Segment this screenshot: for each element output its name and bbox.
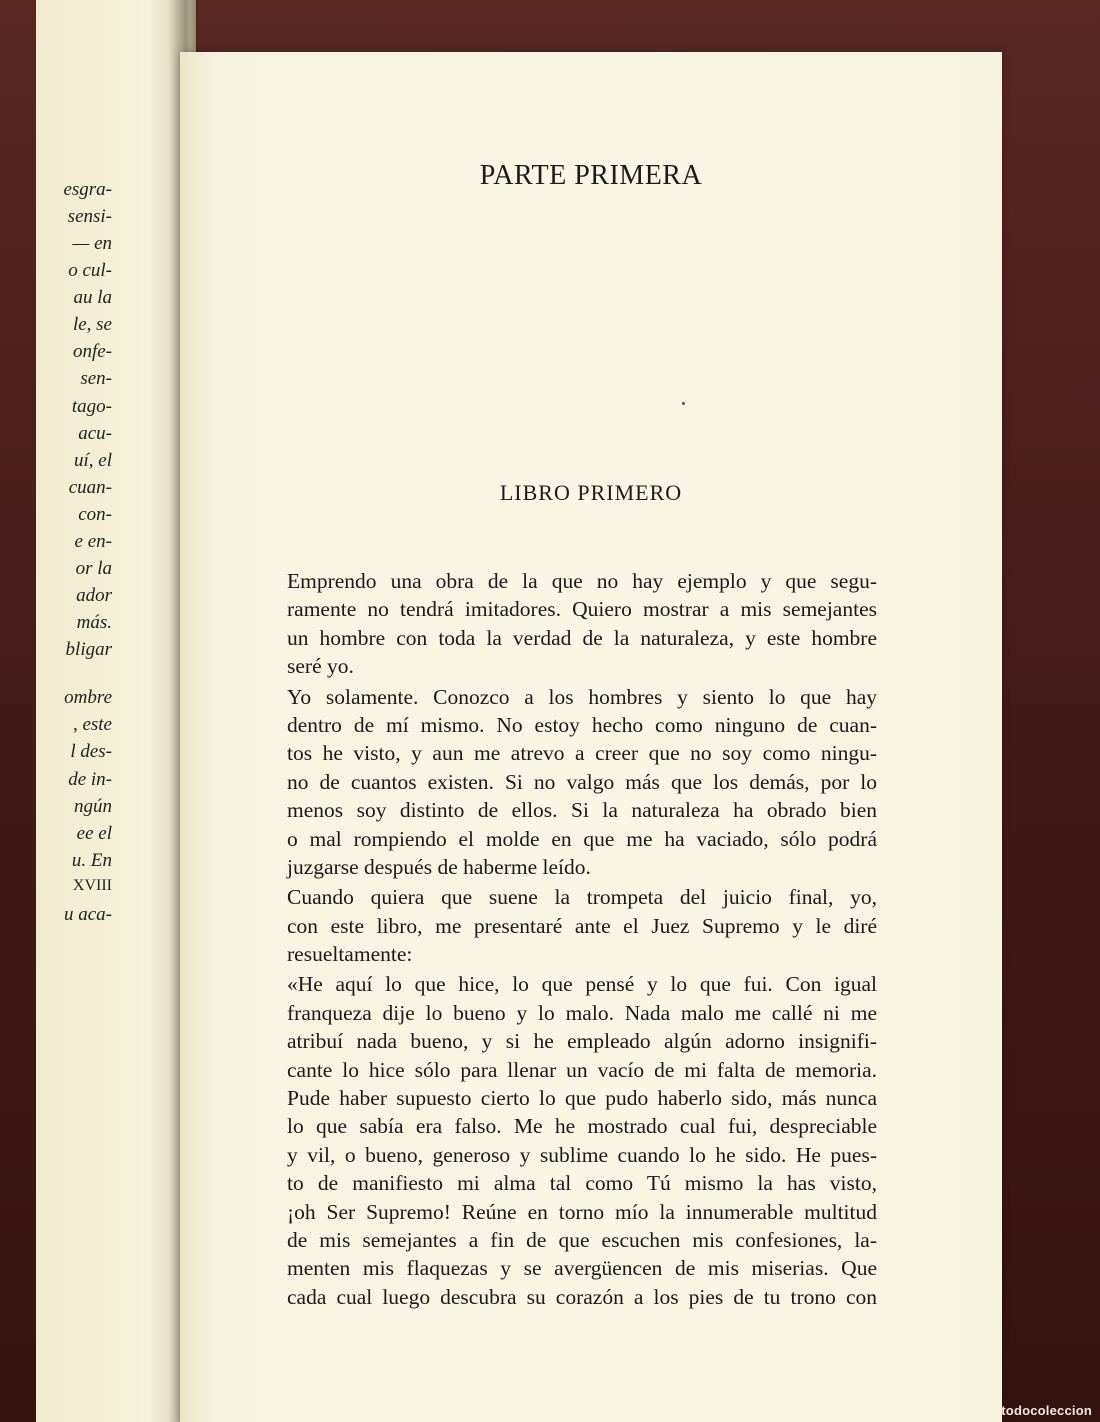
left-page-fragment: bligar: [65, 639, 112, 660]
text-line: lo que sabía era falso. Me he mostrado cual fui, despreciable: [287, 1114, 877, 1139]
text-line: menos soy distinto de ellos. Si la naturaleza ha obrado bien: [287, 798, 877, 823]
text-line: cante lo hice sólo para llenar un vacío de mi falta de memoria.: [287, 1057, 877, 1082]
text-line: Cuando quiera que suene la trompeta del juicio final, yo,: [287, 885, 877, 910]
book-title: LIBRO PRIMERO: [499, 480, 683, 505]
left-page-fragment: de in-: [68, 769, 112, 790]
text-line: menten mis flaquezas y se avergüencen de mis miserias. Que: [287, 1256, 877, 1281]
left-page-fragment: le, se: [72, 314, 112, 335]
text-line: resueltamente:: [287, 942, 413, 967]
text-line: o mal rompiendo el molde en que me ha vaciado, sólo podrá: [287, 826, 877, 851]
left-page-fragment: sen-: [80, 368, 112, 389]
left-page-fragment: más.: [76, 612, 112, 633]
text-line: un hombre con toda la verdad de la naturaleza, y este hombre: [287, 625, 877, 650]
text-line: seré yo.: [287, 654, 354, 679]
left-page-fragment: , este: [72, 714, 112, 735]
left-page-fragment: or la: [75, 558, 112, 579]
left-page-fragment: cuan-: [68, 477, 112, 498]
text-line: franqueza dije lo bueno y lo malo. Nada malo me callé ni me: [287, 1000, 877, 1025]
watermark: todocoleccion: [1001, 1403, 1092, 1418]
left-page-fragment: uí, el: [74, 450, 112, 471]
left-page-fragment: l des-: [70, 741, 112, 762]
text-line: Pude haber supuesto cierto lo que pudo haberlo sido, más nunca: [287, 1086, 877, 1111]
left-page-fragment: ee el: [76, 823, 112, 844]
text-line: cada cual luego descubra su corazón a los pies de tu trono con: [287, 1284, 877, 1309]
left-page-fragment: o cul-: [68, 260, 112, 281]
text-line: juzgarse después de haberme leído.: [287, 854, 591, 879]
left-page-fragment: onfe-: [72, 341, 112, 362]
left-page-fragment: con-: [78, 504, 112, 525]
left-page-fragment: tago-: [71, 396, 112, 417]
text-line: no de cuantos existen. Si no valgo más que los demás, por lo: [287, 769, 877, 794]
ornament-dot: [682, 402, 685, 405]
text-line: Emprendo una obra de la que no hay ejemplo y que segu-: [287, 569, 877, 593]
left-page-fragment: acu-: [78, 423, 112, 444]
text-line: ramente no tendrá imitadores. Quiero mostrar a mis semejantes: [287, 597, 877, 622]
text-line: Yo solamente. Conozco a los hombres y siento lo que hay: [287, 684, 877, 709]
left-page-fragment: e en-: [74, 531, 112, 552]
left-page-fragment: u. En: [71, 850, 112, 871]
left-page-fragment: u aca-: [63, 904, 112, 925]
text-line: atribuí nada bueno, y si he empleado algún adorno insignifi-: [287, 1029, 877, 1054]
body-text: [287, 567, 877, 1311]
text-line: y vil, o bueno, generoso y sublime cuando lo he sido. He pues-: [287, 1142, 877, 1167]
text-line: de mis semejantes a fin de que escuchen mis confesiones, la-: [287, 1227, 877, 1252]
left-page-fragment: — en: [72, 233, 112, 254]
text-line: ¡oh Ser Supremo! Reúne en torno mío la innumerable multitud: [287, 1199, 877, 1224]
left-page-fragment: au la: [73, 287, 112, 308]
left-page-fragment: sensi-: [67, 206, 112, 227]
left-page-fragment: XVIII: [72, 877, 112, 894]
text-line: «He aquí lo que hice, lo que pensé y lo que fui. Con igual: [287, 972, 877, 997]
text-line: dentro de mí mismo. No estoy hecho como ninguno de cuan-: [287, 712, 877, 737]
left-page-fragment: esgra-: [63, 179, 112, 200]
part-title: PARTE PRIMERA: [479, 160, 703, 191]
left-page-fragment: ador: [76, 585, 112, 606]
left-page-fragment: ngún: [74, 796, 112, 817]
right-page: [180, 52, 1002, 1422]
text-line: tos he visto, y aun me atrevo a creer que no soy como ningu-: [287, 741, 877, 766]
text-line: to de manifiesto mi alma tal como Tú mismo la has visto,: [287, 1171, 877, 1196]
text-line: con este libro, me presentaré ante el Juez Supremo y le diré: [287, 913, 877, 938]
left-page-fragment: ombre: [64, 687, 112, 708]
